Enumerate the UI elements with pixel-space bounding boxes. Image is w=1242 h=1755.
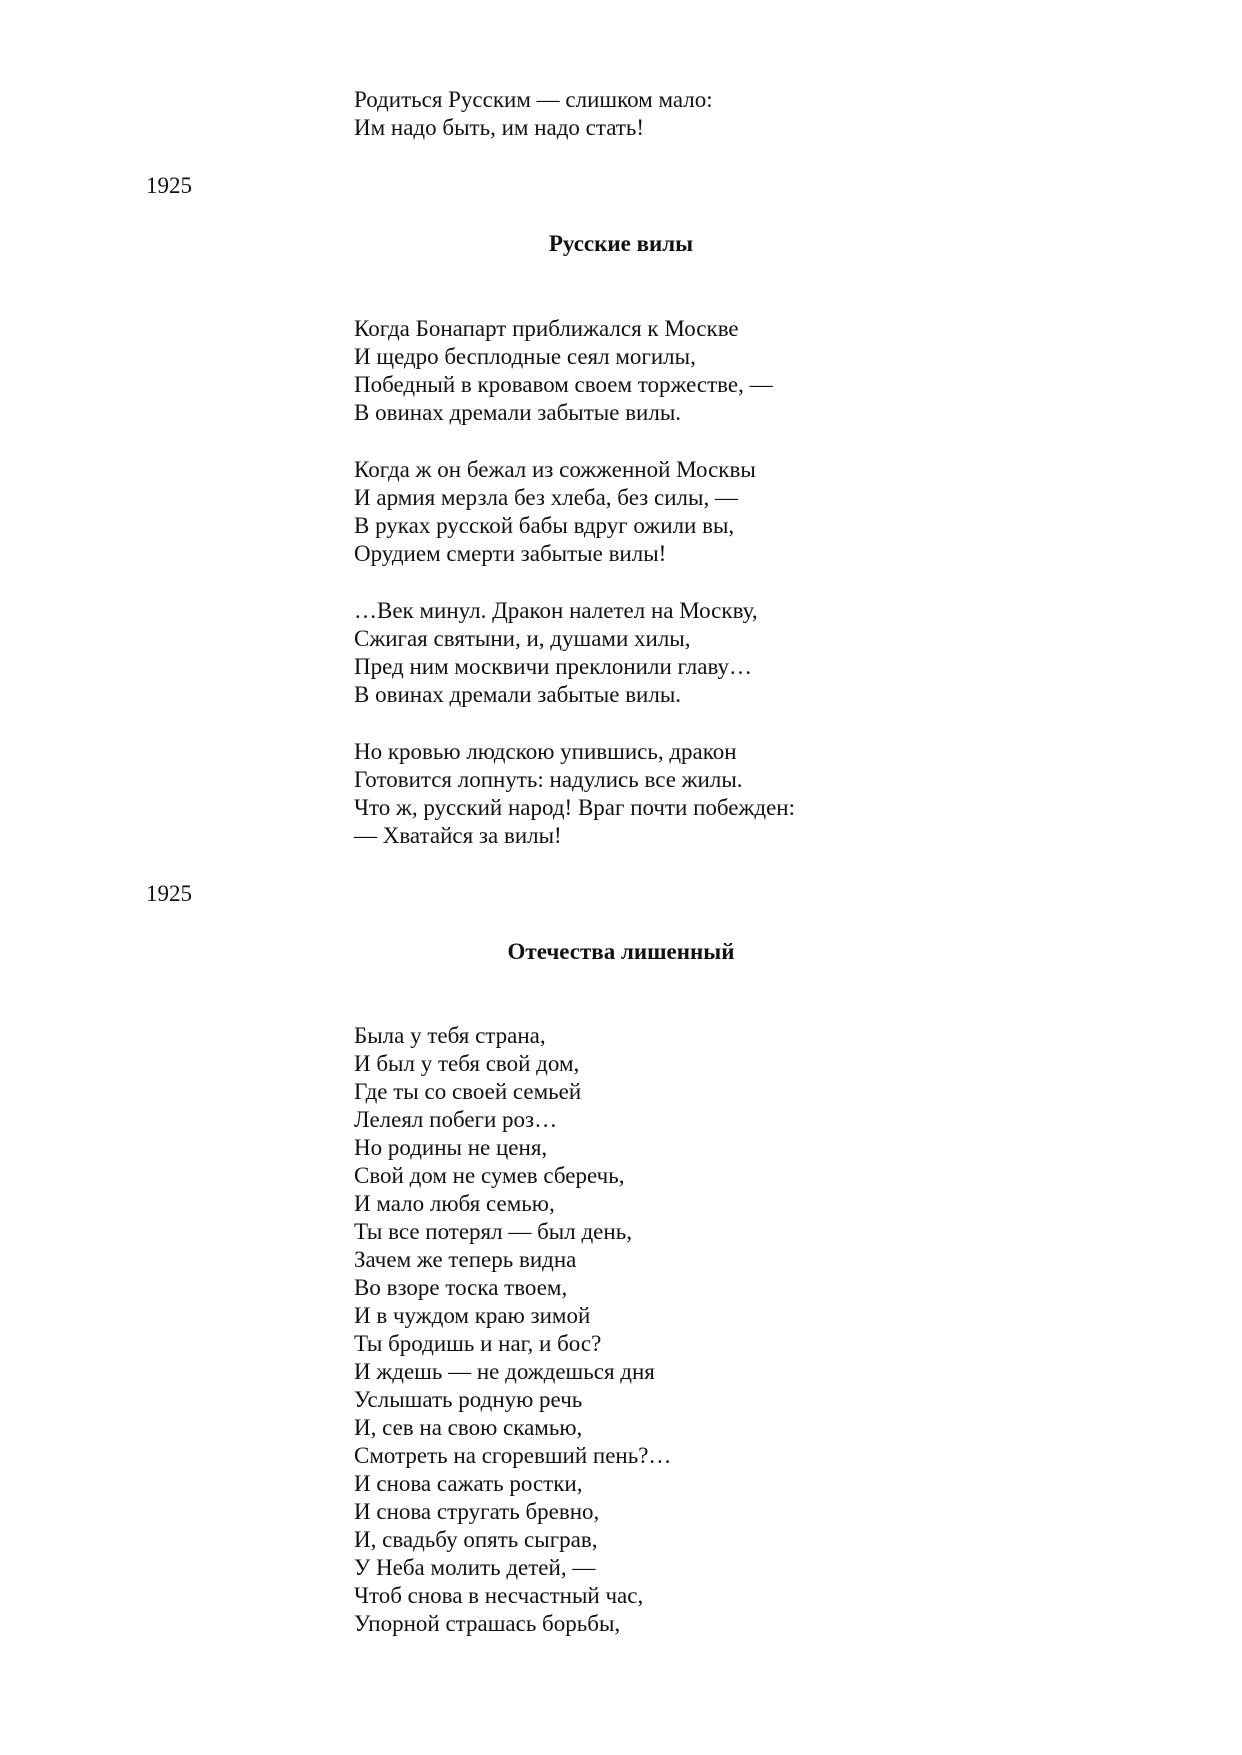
poem-line: …Век минул. Дракон налетел на Москву, <box>354 598 758 623</box>
poem-line: Но родины не ценя, <box>354 1135 548 1160</box>
poem-line: Во взоре тоска твоем, <box>354 1275 568 1300</box>
poem-line: Готовится лопнуть: надулись все жилы. <box>354 767 743 792</box>
poem-line: И снова стругать бревно, <box>354 1499 600 1524</box>
poem-line: И, свадьбу опять сыграв, <box>354 1527 598 1552</box>
poem-line: В овинах дремали забытые вилы. <box>354 400 682 425</box>
poem-line: Ты бродишь и наг, и бос? <box>354 1331 602 1356</box>
poem-line: И в чуждом краю зимой <box>354 1303 591 1328</box>
poem-line: Когда Бонапарт приближался к Москве <box>354 316 739 341</box>
poem-year: 1925 <box>146 173 192 198</box>
poem-line: Но кровью людскою упившись, дракон <box>354 739 737 764</box>
poem-line: Смотреть на сгоревший пень?… <box>354 1443 672 1468</box>
poem-line: Им надо быть, им надо стать! <box>354 115 645 140</box>
poem-line: Свой дом не сумев сберечь, <box>354 1163 625 1188</box>
poem-line: И снова сажать ростки, <box>354 1471 583 1496</box>
poem-year: 1925 <box>146 881 192 906</box>
poem-line: Когда ж он бежал из сожженной Москвы <box>354 457 756 482</box>
poem-line: Сжигая святыни, и, душами хилы, <box>354 626 691 651</box>
poem-line: Где ты со своей семьей <box>354 1079 582 1104</box>
poem-line: У Неба молить детей, — <box>354 1555 596 1580</box>
poem-line: Лелеял побеги роз… <box>354 1107 558 1132</box>
poem-line: Что ж, русский народ! Враг почти побежден: <box>354 795 795 820</box>
poem-line: И был у тебя свой дом, <box>354 1051 580 1076</box>
poem-line: И щедро бесплодные сеял могилы, <box>354 344 696 369</box>
poem-line: В руках русской бабы вдруг ожили вы, <box>354 513 735 538</box>
poem-line: Была у тебя страна, <box>354 1023 546 1048</box>
poem-line: Упорной страшась борьбы, <box>354 1611 621 1636</box>
poem-line: И ждешь — не дождешься дня <box>354 1359 655 1384</box>
poem-line: Пред ним москвичи преклонили главу… <box>354 654 753 679</box>
poem-line: Победный в кровавом своем торжестве, — <box>354 372 773 397</box>
poem-line: Чтоб снова в несчастный час, <box>354 1583 644 1608</box>
poem-line: И армия мерзла без хлеба, без силы, — <box>354 485 738 510</box>
poem-line: Услышать родную речь <box>354 1387 583 1412</box>
poem-line: В овинах дремали забытые вилы. <box>354 682 682 707</box>
poem-line: Зачем же теперь видна <box>354 1247 577 1272</box>
poem-line: Орудием смерти забытые вилы! <box>354 541 667 566</box>
poem-title: Отечества лишенный <box>507 939 735 964</box>
poem-line: И мало любя семью, <box>354 1191 555 1216</box>
poem-line: И, сев на свою скамью, <box>354 1415 583 1440</box>
poem-title: Русские вилы <box>548 231 694 256</box>
poem-line: Ты все потерял — был день, <box>354 1219 632 1244</box>
poem-line: — Хватайся за вилы! <box>354 823 562 848</box>
poem-line: Родиться Русским — слишком мало: <box>354 87 713 112</box>
